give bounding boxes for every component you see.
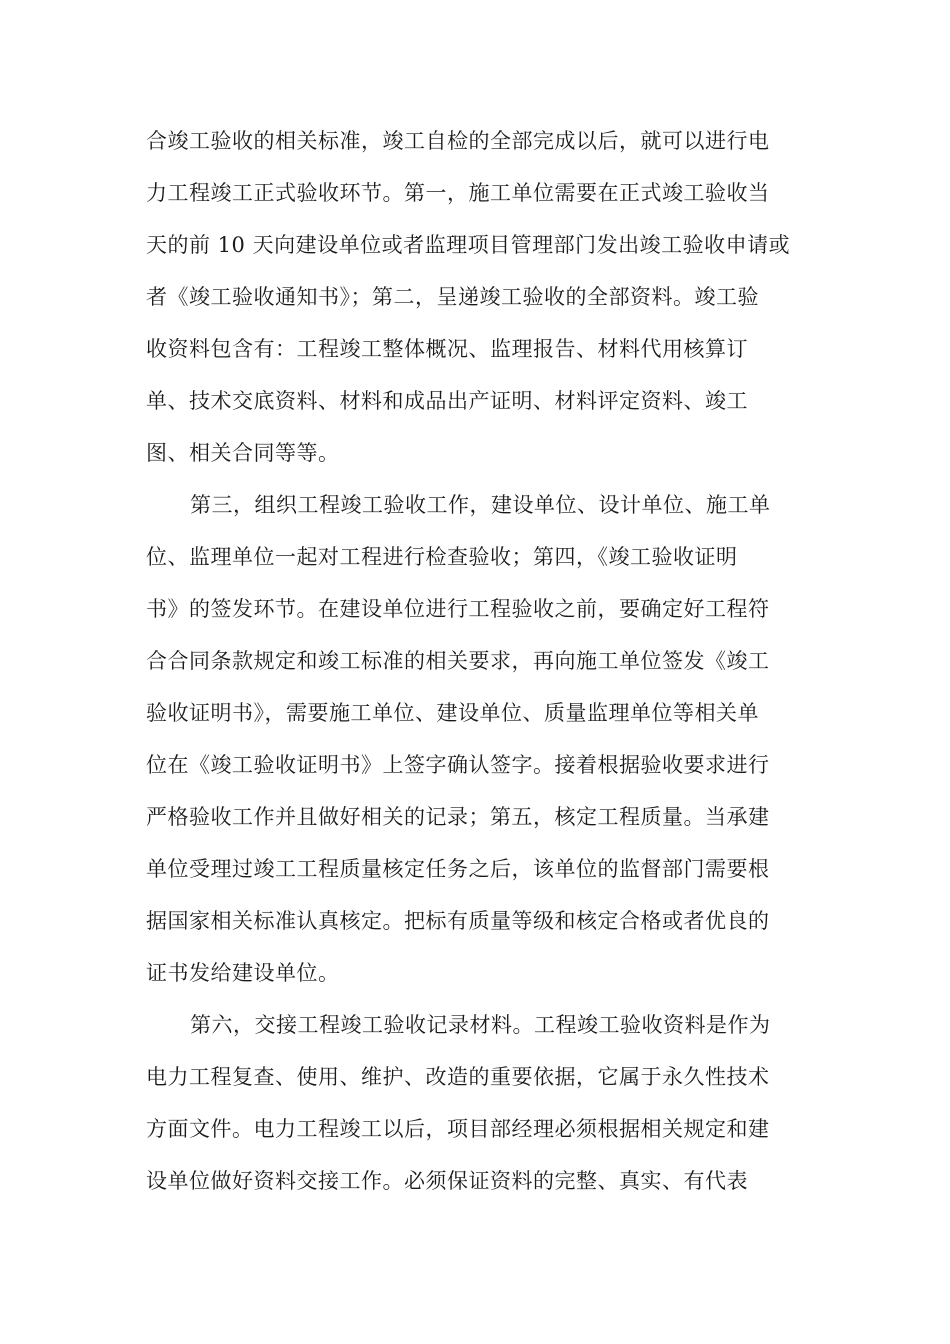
text-line: 证书发给建设单位。 — [146, 961, 340, 985]
text-line: 合合同条款规定和竣工标准的相关要求，再向施工单位签发《竣工 — [146, 649, 770, 673]
text-line: 单、技术交底资料、材料和成品出产证明、材料评定资料、竣工 — [146, 389, 748, 413]
text-line: 方面文件。电力工程竣工以后，项目部经理必须根据相关规定和建 — [146, 1117, 770, 1141]
text-line: 天的前 10 天向建设单位或者监理项目管理部门发出竣工验收申请或 — [146, 233, 791, 257]
text-line: 位、监理单位一起对工程进行检查验收；第四，《竣工验收证明 — [146, 545, 738, 569]
document-body — [146, 115, 816, 1207]
text-line: 严格验收工作并且做好相关的记录；第五，核定工程质量。当承建 — [146, 805, 770, 829]
text-line: 合竣工验收的相关标准，竣工自检的全部完成以后，就可以进行电 — [146, 129, 770, 153]
text-line: 电力工程复查、使用、维护、改造的重要依据，它属于永久性技术 — [146, 1065, 770, 1089]
text-line: 据国家相关标准认真核定。把标有质量等级和核定合格或者优良的 — [146, 909, 770, 933]
text-line: 图、相关合同等等。 — [146, 441, 340, 465]
text-line: 力工程竣工正式验收环节。第一，施工单位需要在正式竣工验收当 — [146, 181, 770, 205]
text-line: 书》的签发环节。在建设单位进行工程验收之前，要确定好工程符 — [146, 597, 770, 621]
text-line: 单位受理过竣工工程质量核定任务之后，该单位的监督部门需要根 — [146, 857, 770, 881]
paragraph-first-line: 第六，交接工程竣工验收记录材料。工程竣工验收资料是作为 — [190, 1013, 771, 1037]
text-line: 者《竣工验收通知书》；第二，呈递竣工验收的全部资料。竣工验 — [146, 285, 759, 309]
text-line: 收资料包含有：工程竣工整体概况、监理报告、材料代用核算订 — [146, 337, 748, 361]
text-line: 设单位做好资料交接工作。必须保证资料的完整、真实、有代表 — [146, 1169, 748, 1193]
text-line: 验收证明书》，需要施工单位、建设单位、质量监理单位等相关单 — [146, 701, 759, 725]
text-line: 位在《竣工验收证明书》上签字确认签字。接着根据验收要求进行 — [146, 753, 770, 777]
paragraph-first-line: 第三，组织工程竣工验收工作，建设单位、设计单位、施工单 — [190, 493, 771, 517]
